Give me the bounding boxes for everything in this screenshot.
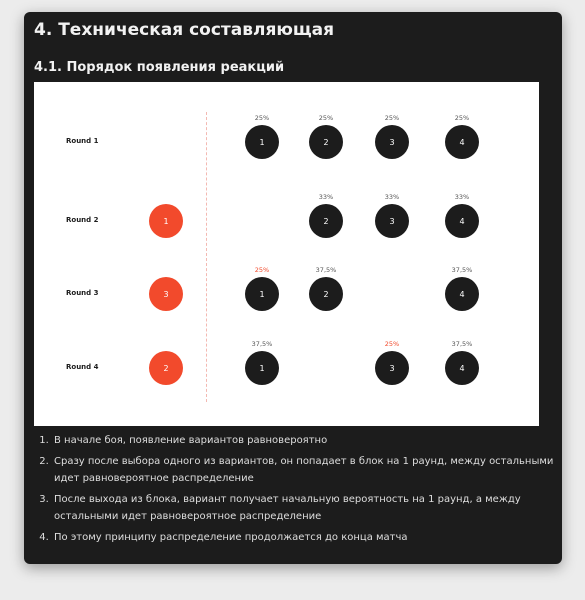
probability-label: 25%	[318, 114, 334, 122]
note-item: 3. После выхода из блока, вариант получает начальную вероятность на 1 раунд, а между остальными идет равновероятное распределение	[52, 491, 572, 525]
round-label: Round 3	[66, 289, 99, 297]
option-circle: 2	[309, 204, 343, 238]
probability-label: 25%	[454, 114, 470, 122]
blocked-option-circle: 1	[149, 204, 183, 238]
probability-label: 25%	[254, 266, 270, 274]
probability-label: 37,5%	[251, 340, 273, 348]
option-circle: 3	[375, 351, 409, 385]
probability-label: 33%	[454, 193, 470, 201]
option-circle: 1	[245, 125, 279, 159]
round-label: Round 1	[66, 137, 99, 145]
probability-label: 33%	[384, 193, 400, 201]
option-circle: 3	[375, 125, 409, 159]
option-circle: 1	[245, 277, 279, 311]
blocked-option-circle: 3	[149, 277, 183, 311]
subsection-title: 4.1. Порядок появления реакций	[34, 60, 285, 75]
probability-label: 37,5%	[451, 266, 473, 274]
note-item: 1. В начале боя, появление вариантов равновероятно	[52, 432, 572, 449]
option-circle: 4	[445, 351, 479, 385]
option-circle: 4	[445, 204, 479, 238]
probability-label: 37,5%	[451, 340, 473, 348]
blocked-option-circle: 2	[149, 351, 183, 385]
document-card	[24, 12, 562, 564]
probability-label: 25%	[384, 340, 400, 348]
notes-list	[24, 432, 572, 550]
option-circle: 1	[245, 351, 279, 385]
option-circle: 4	[445, 277, 479, 311]
section-title: 4. Техническая составляющая	[34, 20, 335, 40]
option-circle: 2	[309, 125, 343, 159]
note-item: 2. Сразу после выбора одного из вариантов, он попадает в блок на 1 раунд, между остальными идет равновероятное распределение	[52, 453, 572, 487]
reaction-order-diagram	[34, 82, 539, 426]
note-item: 4. По этому принципу распределение продолжается до конца матча	[52, 529, 572, 546]
block-divider	[206, 112, 207, 402]
probability-label: 25%	[254, 114, 270, 122]
probability-label: 33%	[318, 193, 334, 201]
round-label: Round 4	[66, 363, 99, 371]
probability-label: 25%	[384, 114, 400, 122]
round-label: Round 2	[66, 216, 99, 224]
option-circle: 2	[309, 277, 343, 311]
probability-label: 37,5%	[315, 266, 337, 274]
option-circle: 3	[375, 204, 409, 238]
option-circle: 4	[445, 125, 479, 159]
